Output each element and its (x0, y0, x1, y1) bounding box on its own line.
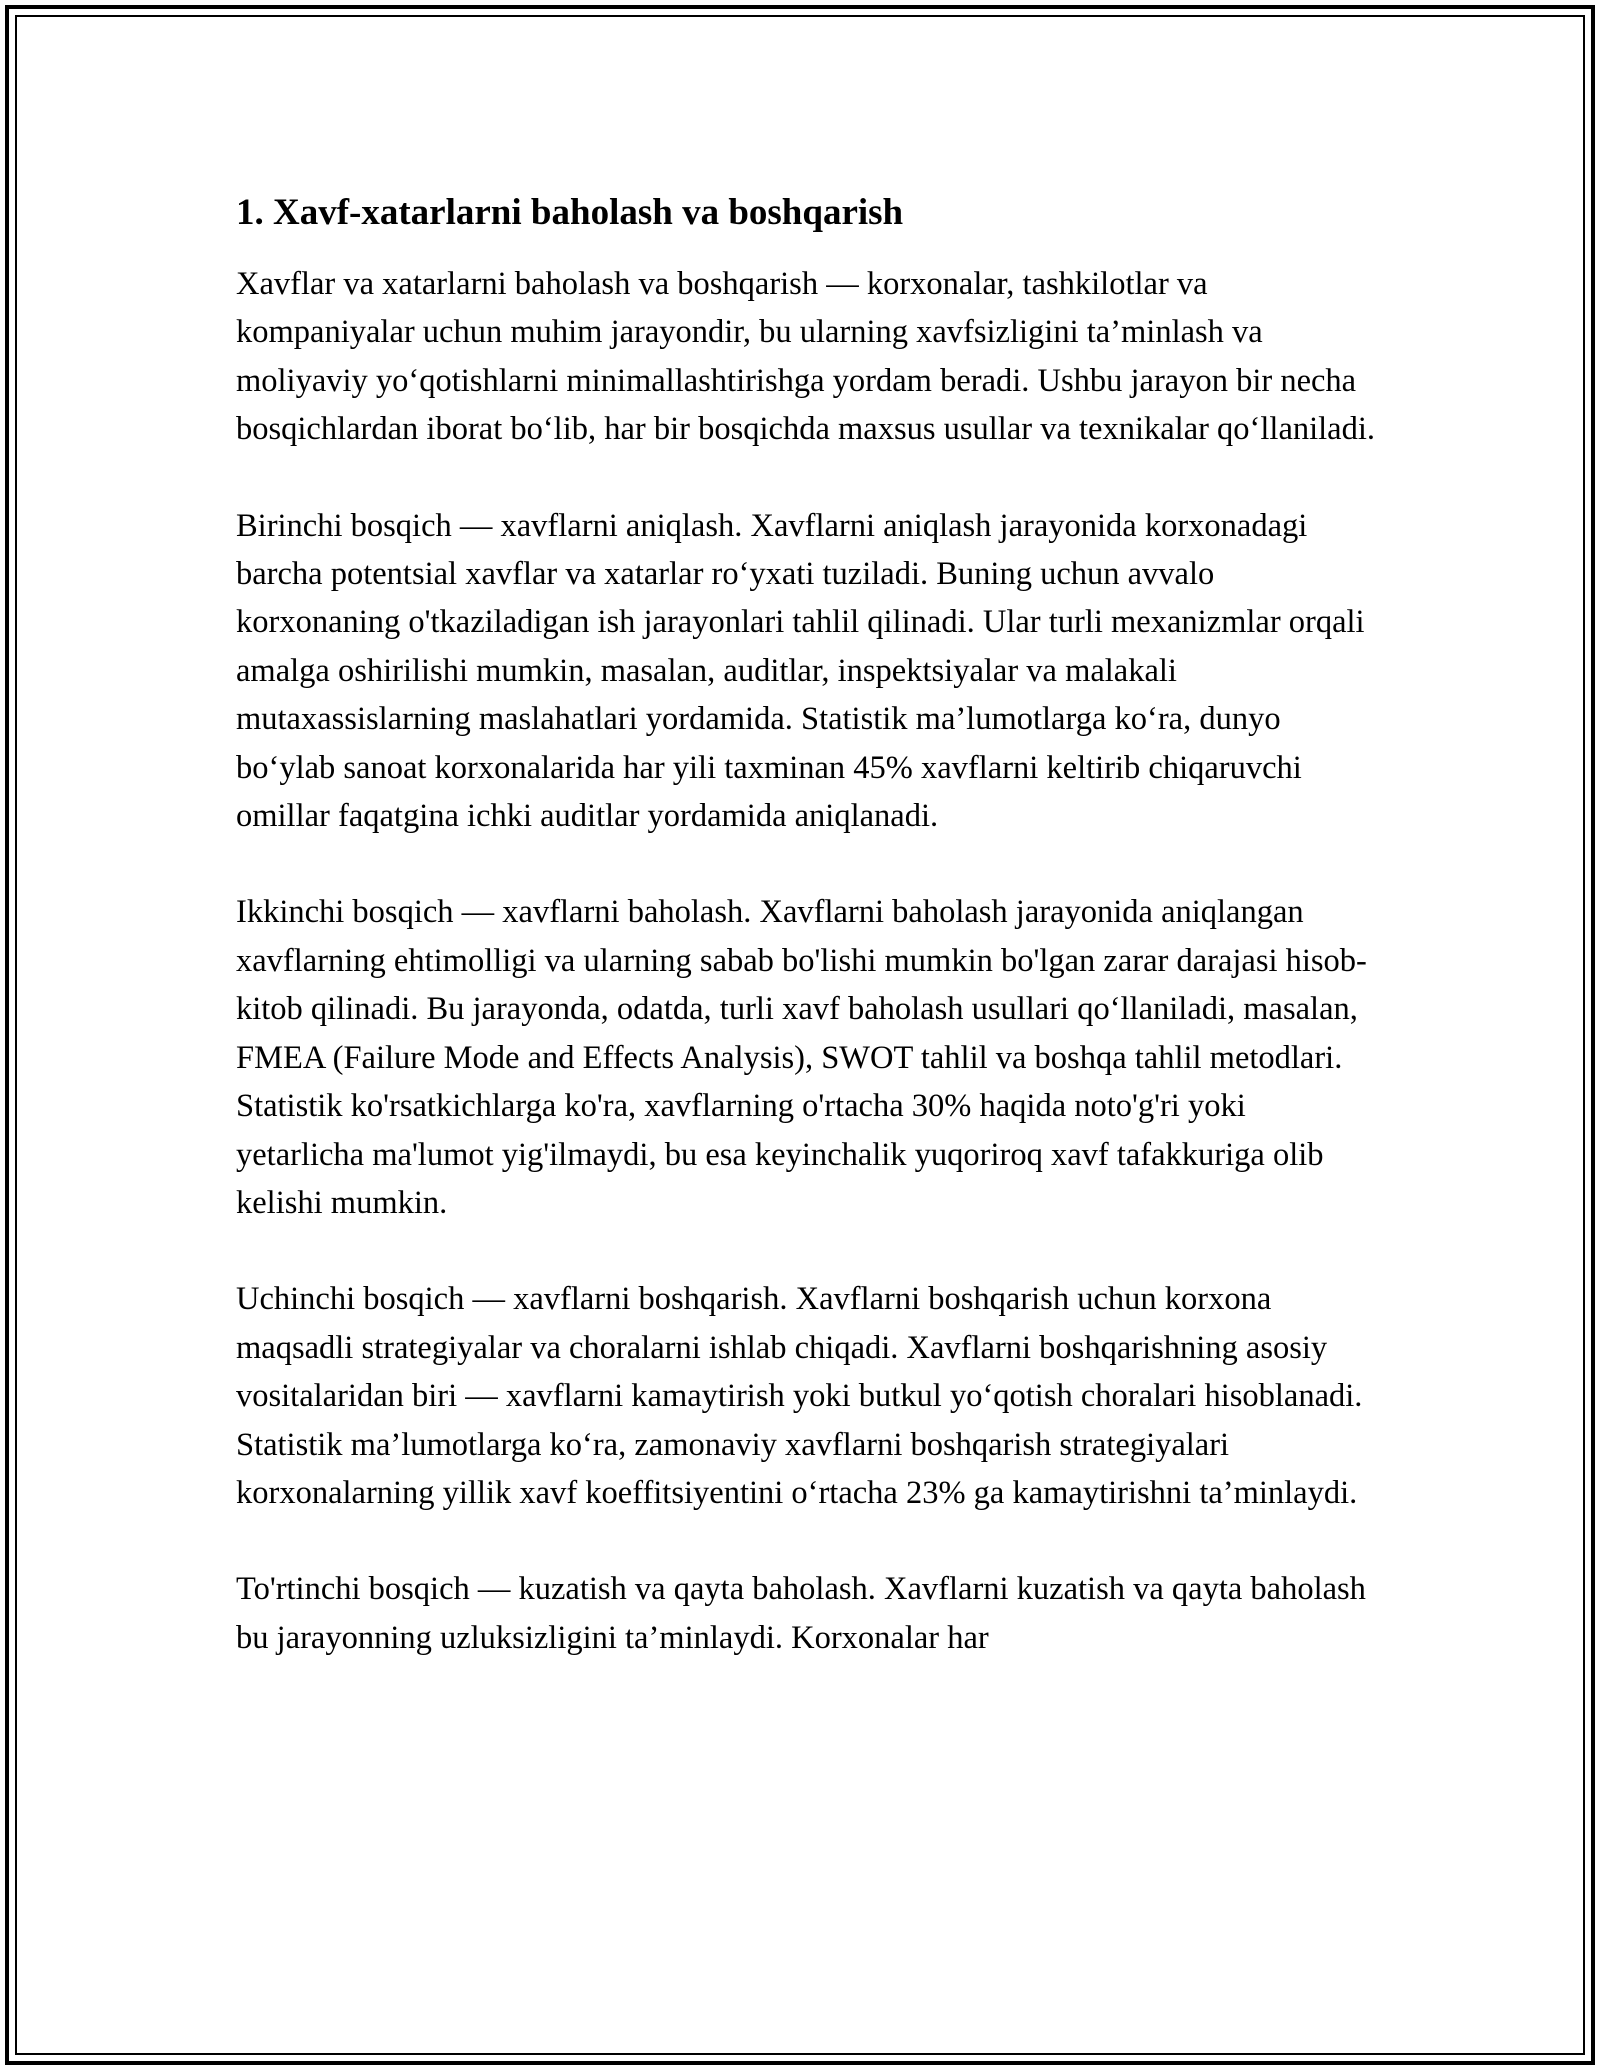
paragraph-step-4: To'rtinchi bosqich — kuzatish va qayta baholash. Xavflarni kuzatish va qayta baholash bu jarayonning uzluksizligini ta’minlaydi. Korxonalar har (236, 1571, 1366, 1656)
paragraph-step-1: Birinchi bosqich — xavflarni aniqlash. Xavflarni aniqlash jarayonida korxonadagi barcha potentsial xavflar va xatarlar ro‘yxati tuziladi. Buning uchun avvalo korxonaning o'tkaziladigan ish jarayonlari tahlil qilinadi. Ular turli mexanizmlar orqali amalga oshirilishi mumkin, masalan, auditlar, inspektsiyalar va malakali mutaxassislarning maslahatlari yordamida. Statistik ma’lumotlarga ko‘ra, dunyo bo‘ylab sanoat korxonalarida har yili taxminan 45% xavflarni keltirib chiqaruvchi omillar faqatgina ichki auditlar yordamida aniqlanadi. (236, 507, 1365, 835)
paragraph-intro: Xavflar va xatarlarni baholash va boshqarish — korxonalar, tashkilotlar va kompaniyalar uchun muhim jarayondir, bu ularning xavfsizligini ta’minlash va moliyaviy yo‘qotishlarni minimallashtirishga yordam beradi. Ushbu jarayon bir necha bosqichlardan iborat bo‘lib, har bir bosqichda maxsus usullar va texnikalar qo‘llaniladi. (236, 266, 1376, 448)
paragraph-step-2: Ikkinchi bosqich — xavflarni baholash. Xavflarni baholash jarayonida aniqlangan xavflarning ehtimolligi va ularning sabab bo'lishi mumkin bo'lgan zarar darajasi hisob-kitob qilinadi. Bu jarayonda, odatda, turli xavf baholash usullari qo‘llaniladi, masalan, FMEA (Failure Mode and Effects Analysis), SWOT tahlil va boshqa tahlil metodlari. Statistik ko'rsatkichlarga ko'ra, xavflarning o'rtacha 30% haqida noto'g'ri yoki yetarlicha ma'lumot yig'ilmaydi, bu esa keyinchalik yuqoriroq xavf tafakkuriga olib kelishi mumkin. (236, 894, 1367, 1221)
document-body (236, 186, 1376, 1710)
section-heading: 1. Xavf-xatarlarni baholash va boshqarish (236, 192, 904, 233)
paragraph-step-3: Uchinchi bosqich — xavflarni boshqarish. Xavflarni boshqarish uchun korxona maqsadli strategiyalar va choralarni ishlab chiqadi. Xavflarni boshqarishning asosiy vositalaridan biri — xavflarni kamaytirish yoki butkul yo‘qotish choralari hisoblanadi. Statistik ma’lumotlarga ko‘ra, zamonaviy xavflarni boshqarish strategiyalari korxonalarning yillik xavf koeffitsiyentini o‘rtacha 23% ga kamaytirishni ta’minlaydi. (236, 1281, 1363, 1511)
